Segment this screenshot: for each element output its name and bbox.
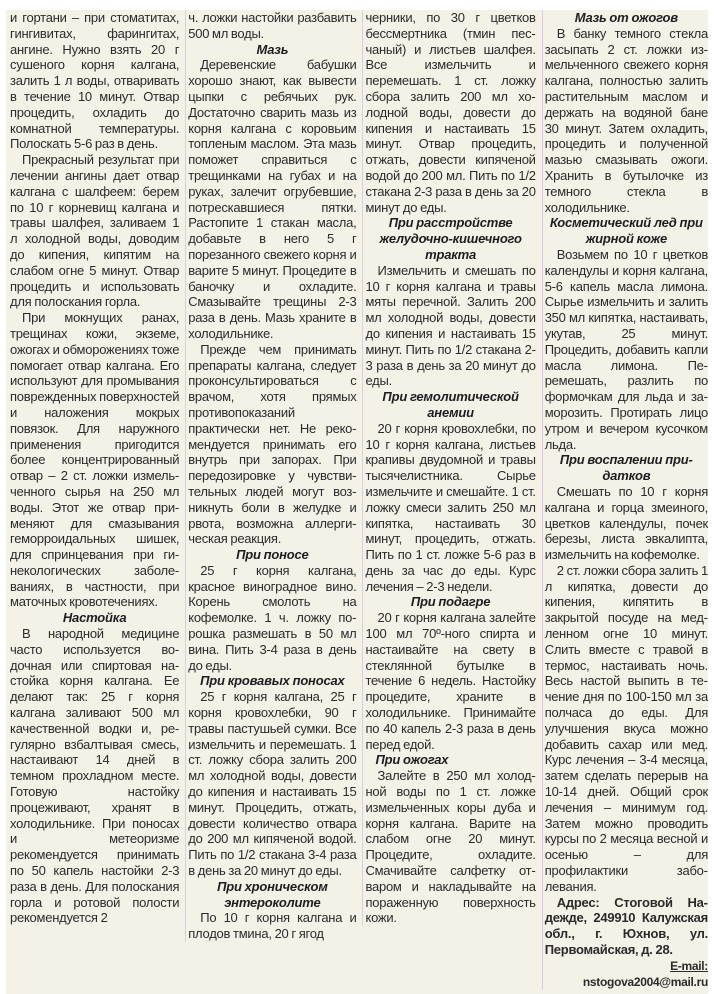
paragraph: 25 г корня калгана, красное виноградное вино. Корень смолоть на кофемолке. 1 ч. ложку порошка размешать в 50 мл вина. Пить 3-4 раза в день до еды.	[188, 562, 357, 673]
section-heading-bloody-diarrhea: При кровавых поносах	[200, 673, 345, 689]
paragraph: Смешать по 10 г корня калгана и горца змеиного, цветков календулы, почек березы, листа эвкалипта, измельчить на кофемолке.	[544, 483, 708, 563]
paragraph: ч. ложки настойки разбавить 500 мл воды.	[188, 10, 357, 41]
section-heading-gout: При подагре	[410, 594, 491, 610]
section-heading-ointment: Мазь	[256, 41, 289, 57]
article-column-4	[542, 10, 708, 990]
section-heading-burns: При ожогах	[375, 752, 449, 768]
section-heading-burn-ointment: Мазь от ожогов	[574, 10, 678, 25]
section-heading-tincture: Настойка	[62, 610, 127, 626]
paragraph: Прежде чем принимать препараты калгана, следует проконсультироваться с врачом, хотя прямых противопоказаний практически нет. Не рекомендуется принимать его внутрь при запорах. При передозировке у чувствительных людей могут возникнуть боли в желудке и рвота, возможна аллергическая реакция.	[188, 341, 357, 547]
section-heading-adnexitis: При воспалении придатков	[559, 452, 693, 484]
paragraph: По 10 г корня калгана и плодов тмина, 20 г ягод	[188, 910, 357, 942]
article-column-1	[10, 10, 179, 926]
paragraph: черники, по 30 г цветков бессмертника (тмин песчаный) и листьев шалфея. Все измельчить и перемешать. 1 ст. ложку сбора залить 200 мл холодной воды, довести до кипения и настаивать 15 минут. Отвар процедить, отжать, довести кипяченой водой до 200 мл. Пить по 1/2 стакана 2-3 раза в день за 20 минут до еды.	[365, 10, 536, 215]
email-label: E-mail:	[670, 958, 708, 973]
paragraph: Залейте в 250 мл холодной воды по 1 ст. ложке измельченных коры дуба и корня калгана. Варите на слабом огне 20 минут. Процедите, охладите. Смачивайте салфетку отваром и накладывайте на пораженную поверхность кожи.	[365, 768, 536, 926]
paragraph: 20 г корня кровохлебки, по 10 г корня калгана, листьев крапивы двудомной и травы тысячелистника. Сырье измельчите и смешайте. 1 ст. ложку смеси залить 250 мл кипятка, настаивать 30 минут, процедить, отжать. Пить по 1 ст. ложке 5-6 раз в день за час до еды. Курс лечения – 2-3 недели.	[365, 420, 536, 594]
author-address: Адрес: Стоговой Надежде, 249910 Калужская обл., г. Юхнов, ул. Первомайская, д. 28.	[544, 894, 708, 958]
section-heading-anemia: При гемолитической анемии	[382, 389, 519, 420]
section-heading-diarrhea: При поносе	[236, 547, 309, 563]
paragraph: При мокнущих ранах, трещинах кожи, экземе, ожогах и обморожениях тоже помогает отвар калгана. Его используют для промывания поврежденных поверхностей и наложения мокрых повязок. Для наружного применения пригодится более концентрированный отвар – 2 ст. ложки измельченного сырья на 250 мл воды. Этот же отвар применяют для смазывания геморроидальных шишек, для спринцевания при гинекологических заболеваниях, в частности, при маточных кровотечениях.	[10, 310, 180, 610]
paragraph: Деревенские бабушки хорошо знают, как вывести цыпки с ребячьих рук. Достаточно сварить мазь из корня калгана с коровьим топленым маслом. Эта мазь поможет справиться с трещинками на губах и на руках, залечит огрубевшие, потрескавшиеся пятки. Растопите 1 стакан масла, добавьте в него 5 г порезанного свежего корня и варите 5 минут. Процедите в баночку и охладите. Смазывайте трещины 2-3 раза в день. Мазь храните в холодильнике.	[188, 57, 357, 341]
paragraph: и гортани – при стоматитах, гингивитах, фарингитах, ангине. Нужно взять 20 г сушеного корня калгана, залить 1 л воды, отваривать в течение 10 минут. Отвар процедить, охладить до комнатной температуры. Полоскать 5-6 раз в день.	[10, 10, 180, 152]
paragraph: 25 г корня калгана, 25 г корня кровохлебки, 90 г травы пастушьей сумки. Все измельчить и перемешать. 1 ст. ложку сбора залить 200 мл холодной воды, довести до кипения и настаивать 15 минут. Процедить, отжать, довести количество отвара до 200 мл кипяченой водой. Пить по 1/2 стакана 3-4 раза в день за 20 минут до еды.	[188, 689, 357, 879]
section-heading-cosmetic-ice: Косметический лед при жирной коже	[549, 215, 703, 247]
paragraph: Прекрасный результат при лечении ангины дает отвар калгана с шалфеем: берем по 10 г корневищ калгана и травы шалфея, заливаем 1 л холодной воды, доводим до кипения, кипятим на слабом огне 5 минут. Отвар процедить и использовать для полоскания горла.	[10, 152, 180, 310]
newspaper-page	[6, 10, 708, 994]
section-heading-enterocolitis: При хроническом энтероколите	[217, 878, 328, 910]
article-column-3	[362, 10, 535, 926]
email-link[interactable]: nstogova2004@mail.ru	[582, 974, 708, 989]
paragraph: Возьмем по 10 г цветков календулы и корня калгана, 5-6 капель масла лимона. Сырье измельчить и залить 350 мл кипятка, настаивать, укутав, 25 минут. Процедить, добавить капли масла лимона. Перемешать, разлить по формочкам для льда и заморозить. Протирать лицо утром и вечером кусочком льда.	[544, 246, 708, 452]
paragraph: Измельчить и смешать по 10 г корня калгана и травы мяты перечной. Залить 200 мл холодной воды, довести до кипения и настаивать 15 минут. Пить по 1/2 стакана 2-3 раза в день за 20 минут до еды.	[365, 262, 536, 389]
article-column-2	[185, 10, 356, 942]
author-email	[545, 959, 708, 991]
paragraph: В народной медицине часто используется водочная или спиртовая настойка корня калгана. Ее делают так: 25 г корня калгана заливают 500 мл качественной водки и, регулярно взбалтывая смесь, настаивают 14 дней в темном прохладном месте. Готовую настойку процеживают, хранят в холодильнике. При поносах и метеоризме рекомендуется принимать по 50 капель настойки 2-3 раза в день. Для полоскания горла и ротовой полости рекомендуется 2	[10, 626, 180, 926]
section-heading-gi-disorder: При расстройстве желудочно-кишечного тракта	[379, 215, 522, 262]
paragraph: 2 ст. ложки сбора залить 1 л кипятка, довести до кипения, кипятить в закрытой посуде на медленном огне 10 минут. Слить вместе с травой в термос, настаивать ночь. Весь настой выпить в течение дня по 100-150 мл за полчаса до еды. Для улучшения вкуса можно добавить сахар или мед. Курс лечения – 3-4 месяца, затем сделать перерыв на 10-14 дней. Общий срок лечения – минимум год. Затем можно проводить курсы по 2 месяца весной и осенью – для профилактики заболевания.	[544, 562, 708, 894]
paragraph: В банку темного стекла засыпать 2 ст. ложки измельченного свежего корня калгана, полностью залить растительным маслом и держать на водяной бане 30 минут. Затем охладить, процедить и полученной мазью смазывать ожоги. Хранить в бутылочке из темного стекла в холодильнике.	[544, 25, 708, 215]
paragraph: 20 г корня калгана залейте 100 мл 70º-ного спирта и настаивайте на свету в стеклянной бутылке в течение 6 недель. Настойку процедите, храните в холодильнике. Принимайте по 40 капель 2-3 раза в день перед едой.	[365, 610, 536, 752]
